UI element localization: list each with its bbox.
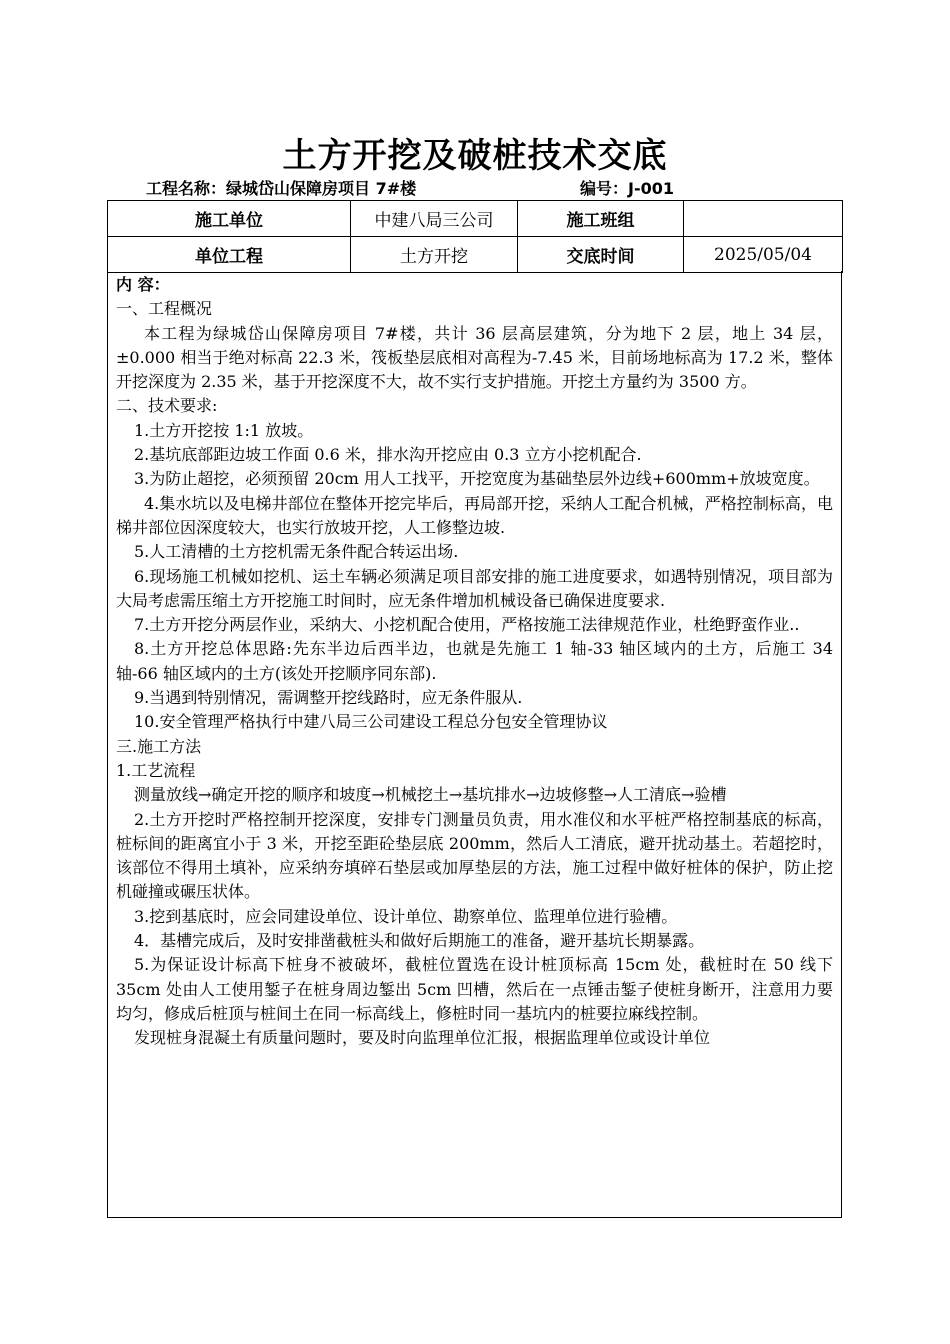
document-code: 编号：J-001 xyxy=(580,179,674,198)
section-methods-heading: 三.施工方法 xyxy=(116,736,202,756)
overview-paragraph: 本工程为绿城岱山保障房项目 7#楼，共计 36 层高层建筑，分为地下 2 层，地上 34 层，±0.000 相当于绝对标高 22.3 米，筏板垫层底相对高程为-7.45 米，目前场地标高为 17.2 米，整体开挖深度为 2.35 米，基于开挖深度不大，故不实行支护措施。开挖土方量约为 3500 方。 xyxy=(116,323,833,392)
construction-unit-label: 施工单位 xyxy=(108,201,351,237)
method-item-5: 5.为保证设计标高下桩身不被破坏，截桩位置选在设计桩顶标高 15cm 处，截桩时在 50 线下 35cm 处由人工使用錾子在桩身周边錾出 5cm 凹槽，然后在一点锤击錾子使桩身断开，注意用力要均匀，修成后桩顶与桩间土在同一标高线上，修桩时同一基坑内的桩要拉麻线控制。 xyxy=(116,955,833,1023)
team-value xyxy=(684,201,843,237)
document-title: 土方开挖及破桩技术交底 xyxy=(282,136,668,176)
requirement-item-7: 7.土方开挖分两层作业，采纳大、小挖机配合使用，严格按施工法律规范作业，杜绝野蛮作业.. xyxy=(134,615,800,635)
process-flow-text: 测量放线→确定开挖的顺序和坡度→机械挖土→基坑排水→边坡修整→人工清底→验槽 xyxy=(134,785,727,805)
unit-project-label: 单位工程 xyxy=(108,237,351,273)
team-label: 施工班组 xyxy=(518,201,684,237)
date-label: 交底时间 xyxy=(518,237,684,273)
requirement-item-2: 2.基坑底部距边坡工作面 0.6 米，排水沟开挖应由 0.3 立方小挖机配合. xyxy=(134,445,642,465)
method-item-3: 3.挖到基底时，应会同建设单位、设计单位、勘察单位、监理单位进行验槽。 xyxy=(134,906,678,926)
requirement-item-5: 5.人工清槽的土方挖机需无条件配合转运出场. xyxy=(134,542,459,562)
method-item-5-continued: 发现桩身混凝土有质量问题时，要及时向监理单位汇报，根据监理单位或设计单位 xyxy=(134,1028,711,1048)
section-requirements-heading: 二、技术要求: xyxy=(116,396,218,416)
info-row-1 xyxy=(108,201,843,237)
requirement-item-10: 10.安全管理严格执行中建八局三公司建设工程总分包安全管理协议 xyxy=(134,712,608,732)
unit-project-value: 土方开挖 xyxy=(351,237,518,273)
info-row-2 xyxy=(108,237,843,273)
section-overview-heading: 一、工程概况 xyxy=(116,299,213,319)
content-heading: 内 容： xyxy=(116,275,170,294)
construction-unit-value: 中建八局三公司 xyxy=(351,201,518,237)
method-item-2: 2.土方开挖时严格控制开挖深度，安排专门测量员负责，用水准仪和水平桩严格控制基底的标高，桩标间的距离宜小于 3 米，开挖至距砼垫层底 200mm，然后人工清底，避开扰动基土。若超挖时，该部位不得用土填补，应采纳夯填碎石垫层或加厚垫层的方法，施工过程中做好桩体的保护，防止挖机碰撞或碾压状体。 xyxy=(116,809,833,902)
requirement-item-6: 6.现场施工机械如挖机、运土车辆必须满足项目部安排的施工进度要求，如遇特别情况，项目部为大局考虑需压缩土方开挖施工时间时，应无条件增加机械设备已确保进度要求. xyxy=(116,566,833,610)
info-table xyxy=(107,200,843,273)
date-value: 2025/05/04 xyxy=(684,237,843,273)
process-flow-heading: 1.工艺流程 xyxy=(116,760,196,780)
requirement-item-9: 9.当遇到特别情况，需调整开挖线路时，应无条件服从. xyxy=(134,688,523,708)
requirement-item-3: 3.为防止超挖，必须预留 20cm 用人工找平，开挖宽度为基础垫层外边线+600mm+放坡宽度。 xyxy=(134,469,820,489)
requirement-item-4: 4.集水坑以及电梯井部位在整体开挖完毕后，再局部开挖，采纳人工配合机械，严格控制标高，电梯井部位因深度较大，也实行放坡开挖，人工修整边坡. xyxy=(116,493,833,537)
method-item-4: 4．基槽完成后，及时安排凿截桩头和做好后期施工的准备，避开基坑长期暴露。 xyxy=(134,931,705,951)
content-section xyxy=(107,271,842,1218)
requirement-item-8: 8.土方开挖总体思路:先东半边后西半边，也就是先施工 1 轴-33 轴区域内的土方，后施工 34 轴-66 轴区域内的土方(该处开挖顺序同东部). xyxy=(116,639,833,683)
requirement-item-1: 1.土方开挖按 1:1 放坡。 xyxy=(134,420,314,440)
project-name: 工程名称：绿城岱山保障房项目 7#楼 xyxy=(146,179,417,198)
